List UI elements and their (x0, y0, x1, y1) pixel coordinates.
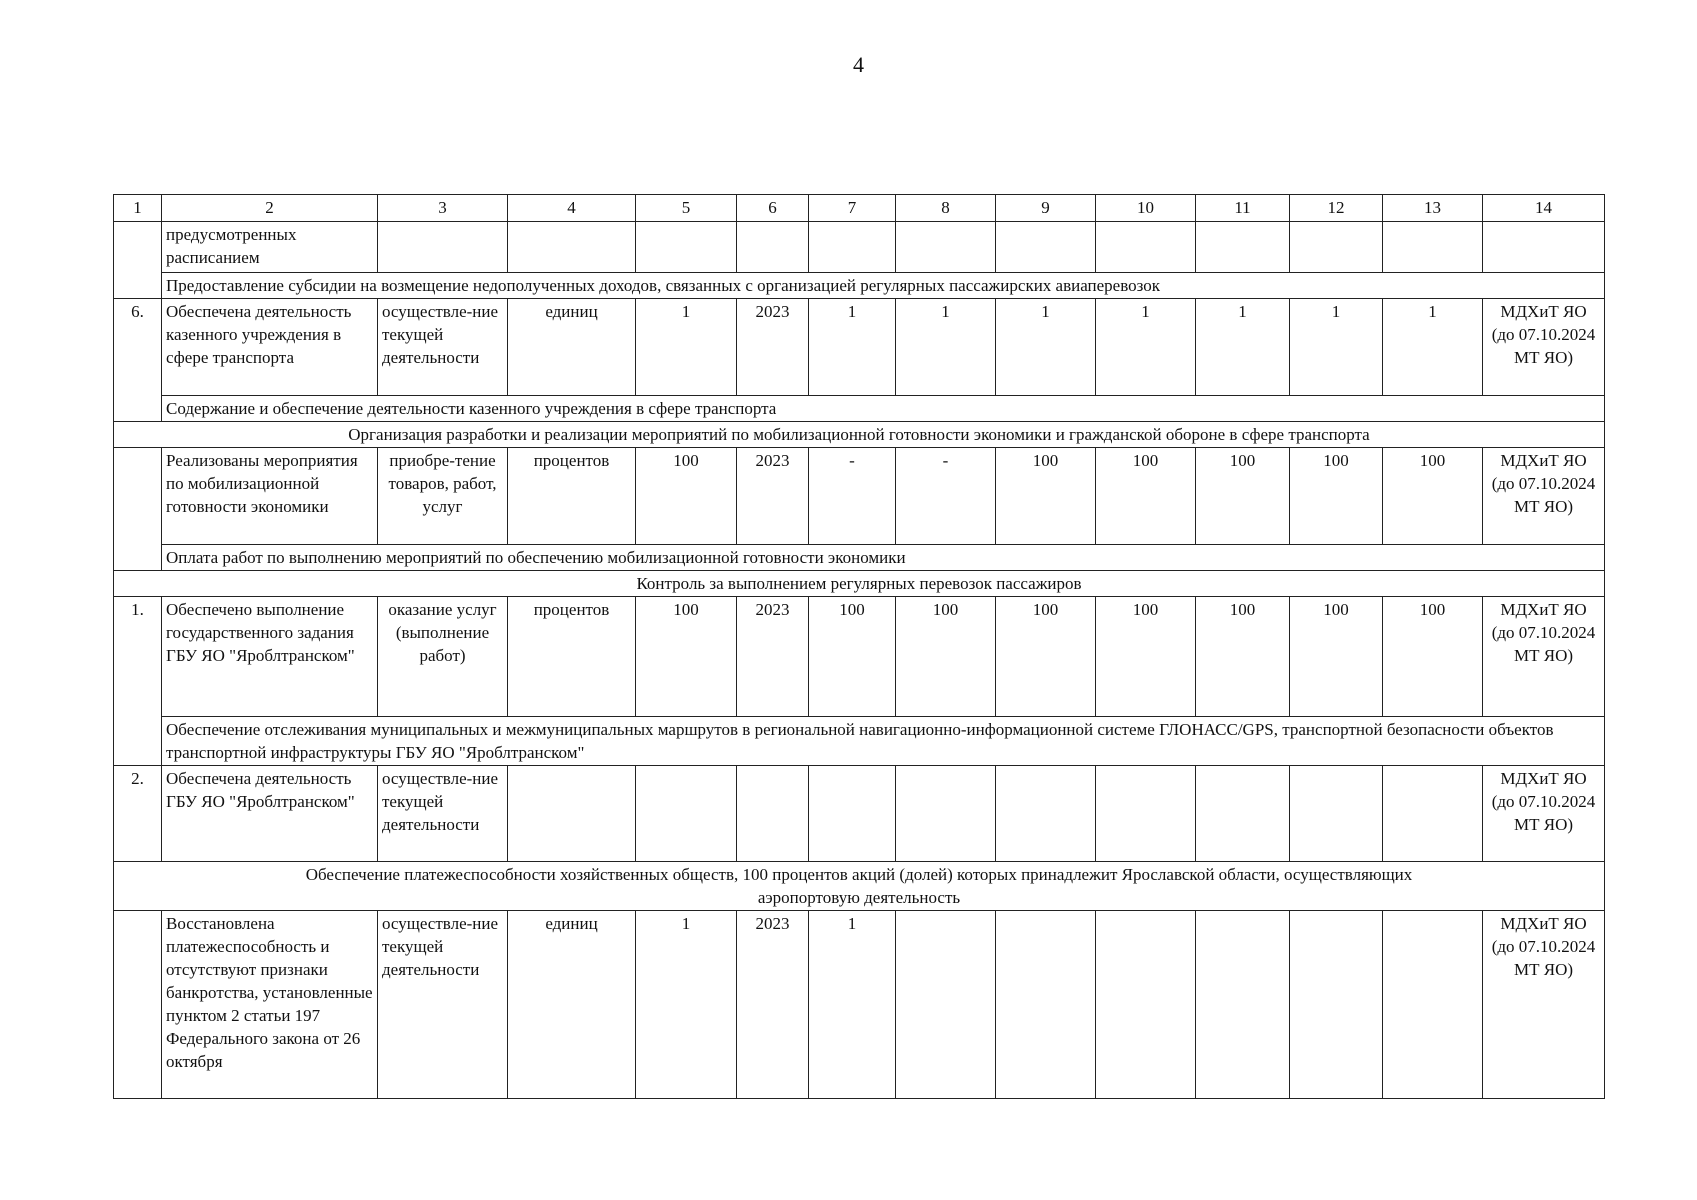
description-row (114, 396, 1605, 422)
header-cell: 12 (1290, 195, 1383, 222)
row-number-cell (114, 911, 162, 1099)
value-cell: 100 (996, 597, 1096, 717)
value-cell: 100 (1196, 448, 1290, 545)
header-cell: 2 (162, 195, 378, 222)
value-cell: 1 (809, 911, 896, 1099)
indicator-type-cell: осуществле-ние текущей деятельности (378, 299, 508, 396)
table-row (114, 222, 1605, 273)
empty-cell (1383, 766, 1483, 862)
empty-cell (896, 911, 996, 1099)
indicator-name-cell: Обеспечено выполнение государственного задания ГБУ ЯО "Яроблтранском" (162, 597, 378, 717)
measures-table (113, 194, 1605, 1099)
empty-cell (1383, 222, 1483, 273)
value-cell: 1 (636, 911, 737, 1099)
header-cell: 5 (636, 195, 737, 222)
empty-cell (896, 766, 996, 862)
empty-cell (1096, 766, 1196, 862)
description-row (114, 717, 1605, 766)
header-cell: 1 (114, 195, 162, 222)
value-cell: 1 (996, 299, 1096, 396)
header-cell: 14 (1483, 195, 1605, 222)
page-number: 4 (853, 52, 864, 77)
unit-cell: единиц (508, 299, 636, 396)
empty-cell (1483, 222, 1605, 273)
empty-cell (1096, 911, 1196, 1099)
value-cell: 100 (636, 448, 737, 545)
empty-cell (1196, 911, 1290, 1099)
responsible-cell: МДХиТ ЯО (до 07.10.2024 МТ ЯО) (1483, 597, 1605, 717)
section-row (114, 571, 1605, 597)
value-cell: 1 (1383, 299, 1483, 396)
value-cell: 100 (1383, 597, 1483, 717)
year-cell: 2023 (737, 597, 809, 717)
value-cell: 100 (1196, 597, 1290, 717)
empty-cell (1196, 222, 1290, 273)
description-row (114, 545, 1605, 571)
value-cell: - (896, 448, 996, 545)
empty-cell (636, 766, 737, 862)
value-cell: 100 (896, 597, 996, 717)
year-cell: 2023 (737, 299, 809, 396)
value-cell: 1 (809, 299, 896, 396)
empty-cell (996, 222, 1096, 273)
activity-description: Содержание и обеспечение деятельности казенного учреждения в сфере транспорта (162, 396, 1605, 422)
indicator-type-cell: осуществле-ние текущей деятельности (378, 911, 508, 1099)
value-cell: 100 (1096, 448, 1196, 545)
value-cell: - (809, 448, 896, 545)
header-cell: 8 (896, 195, 996, 222)
indicator-type-cell: осуществле-ние текущей деятельности (378, 766, 508, 862)
activity-description: Предоставление субсидии на возмещение недополученных доходов, связанных с организацией регулярных пассажирских авиаперевозок (162, 273, 1605, 299)
value-cell: 1 (896, 299, 996, 396)
empty-cell (737, 222, 809, 273)
empty-cell (809, 766, 896, 862)
responsible-cell: МДХиТ ЯО (до 07.10.2024 МТ ЯО) (1483, 448, 1605, 545)
indicator-type-cell: оказание услуг (выполнение работ) (378, 597, 508, 717)
empty-cell (1290, 766, 1383, 862)
table-row (114, 299, 1605, 396)
value-cell: 100 (1096, 597, 1196, 717)
row-number-cell (114, 448, 162, 571)
section-title: Организация разработки и реализации мероприятий по мобилизационной готовности экономики и гражданской обороне в сфере транспорта (114, 422, 1605, 448)
header-cell: 13 (1383, 195, 1483, 222)
section-row (114, 862, 1605, 911)
indicator-name-cell: Обеспечена деятельность ГБУ ЯО "Яроблтранском" (162, 766, 378, 862)
value-cell: 100 (1290, 448, 1383, 545)
header-cell: 10 (1096, 195, 1196, 222)
value-cell: 100 (996, 448, 1096, 545)
indicator-name-cell: Обеспечена деятельность казенного учреждения в сфере транспорта (162, 299, 378, 396)
value-cell: 100 (636, 597, 737, 717)
year-cell: 2023 (737, 911, 809, 1099)
value-cell: 1 (636, 299, 737, 396)
empty-cell (996, 766, 1096, 862)
value-cell: 100 (1290, 597, 1383, 717)
table-row (114, 597, 1605, 717)
header-cell: 11 (1196, 195, 1290, 222)
empty-cell (508, 222, 636, 273)
section-title: Контроль за выполнением регулярных перевозок пассажиров (114, 571, 1605, 597)
empty-cell (1196, 766, 1290, 862)
empty-cell (1096, 222, 1196, 273)
table-row (114, 448, 1605, 545)
responsible-cell: МДХиТ ЯО (до 07.10.2024 МТ ЯО) (1483, 299, 1605, 396)
row-number-cell (114, 222, 162, 299)
header-cell: 9 (996, 195, 1096, 222)
value-cell: 100 (1383, 448, 1483, 545)
row-number-cell: 6. (114, 299, 162, 422)
section-title: Обеспечение платежеспособности хозяйственных обществ, 100 процентов акций (долей) которых принадлежит Ярославской области, осуществляющих аэропортовую деятельность (114, 862, 1605, 911)
empty-cell (1290, 222, 1383, 273)
year-cell: 2023 (737, 448, 809, 545)
unit-cell: процентов (508, 448, 636, 545)
responsible-cell: МДХиТ ЯО (до 07.10.2024 МТ ЯО) (1483, 911, 1605, 1099)
empty-cell (508, 766, 636, 862)
value-cell: 1 (1096, 299, 1196, 396)
indicator-type-cell: приобре-тение товаров, работ, услуг (378, 448, 508, 545)
row-number-cell: 1. (114, 597, 162, 766)
empty-cell (1290, 911, 1383, 1099)
value-cell: 1 (1196, 299, 1290, 396)
activity-description: Обеспечение отслеживания муниципальных и межмуниципальных маршрутов в региональной навигационно-информационной системе ГЛОНАСС/GPS, транспортной безопасности объектов транспортной инфраструктуры ГБУ ЯО "Яроблтранском" (162, 717, 1605, 766)
indicator-name-cell: Восстановлена платежеспособность и отсутствуют признаки банкротства, установленные пунктом 2 статьи 197 Федерального закона от 26 октября (162, 911, 378, 1099)
indicator-name-cell: предусмотренных расписанием (162, 222, 378, 273)
empty-cell (996, 911, 1096, 1099)
value-cell: 100 (809, 597, 896, 717)
header-cell: 4 (508, 195, 636, 222)
empty-cell (1383, 911, 1483, 1099)
empty-cell (737, 766, 809, 862)
header-row (114, 195, 1605, 222)
table-row (114, 911, 1605, 1099)
empty-cell (809, 222, 896, 273)
row-number-cell: 2. (114, 766, 162, 862)
empty-cell (636, 222, 737, 273)
empty-cell (896, 222, 996, 273)
header-cell: 7 (809, 195, 896, 222)
indicator-name-cell: Реализованы мероприятия по мобилизационной готовности экономики (162, 448, 378, 545)
unit-cell: единиц (508, 911, 636, 1099)
value-cell: 1 (1290, 299, 1383, 396)
activity-description: Оплата работ по выполнению мероприятий по обеспечению мобилизационной готовности экономики (162, 545, 1605, 571)
description-row (114, 273, 1605, 299)
responsible-cell: МДХиТ ЯО (до 07.10.2024 МТ ЯО) (1483, 766, 1605, 862)
section-row (114, 422, 1605, 448)
header-cell: 6 (737, 195, 809, 222)
unit-cell: процентов (508, 597, 636, 717)
header-cell: 3 (378, 195, 508, 222)
empty-cell (378, 222, 508, 273)
table-row (114, 766, 1605, 862)
